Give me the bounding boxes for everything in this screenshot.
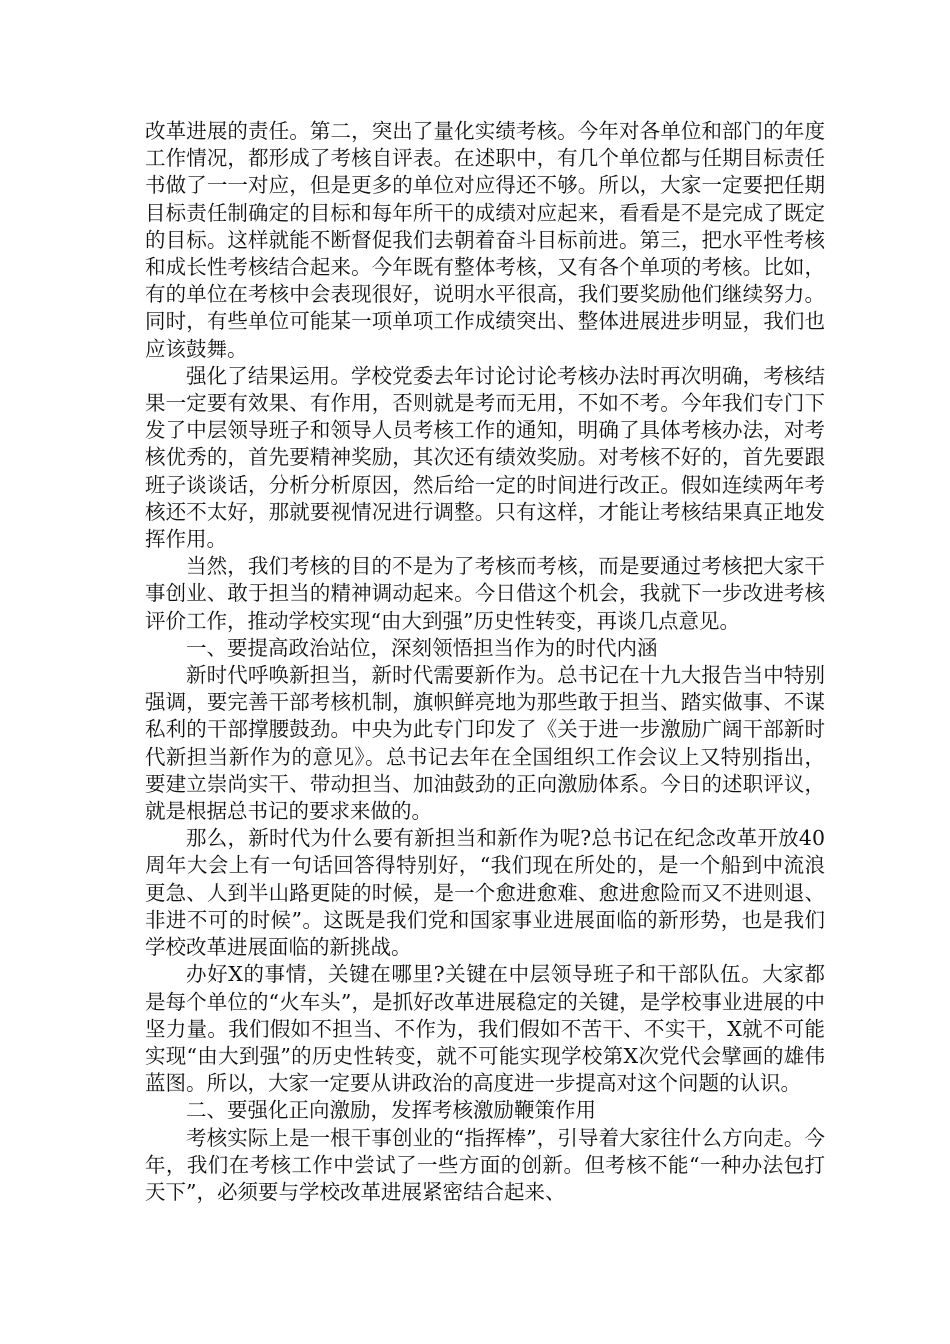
paragraph-5: 新时代呼唤新担当，新时代需要新作为。总书记在十九大报告当中特别强调，要完善干部考核机制，旗帜鲜亮地为那些敢于担当、踏实做事、不谋私利的干部撑腰鼓劲。中央为此专门印发了《关于进一步激励广阔干部新时代新担当新作为的意见》。总书记去年在全国组织工作会议上又特别指出，要建立崇尚实干、带动担当、加油鼓劲的正向激励体系。今日的述职评议，就是根据总书记的要求来做的。 [145,663,825,824]
paragraph-1: 改革进展的责任。第二，突出了量化实绩考核。今年对各单位和部门的年度工作情况，都形成了考核自评表。在述职中，有几个单位都与任期目标责任书做了一一对应，但是更多的单位对应得还不够。所以，大家一定要把任期目标责任制确定的目标和每年所干的成绩对应起来，看看是不是完成了既定的目标。这样就能不断督促我们去朝着奋斗目标前进。第三，把水平性考核和成长性考核结合起来。今年既有整体考核，又有各个单项的考核。比如，有的单位在考核中会表现很好，说明水平很高，我们要奖励他们继续努力。同时，有些单位可能某一项单项工作成绩突出、整体进展进步明显，我们也应该鼓舞。 [145,119,825,361]
paragraph-9: 考核实际上是一根干事创业的“指挥棒”，引导着大家往什么方向走。今年，我们在考核工作中尝试了一些方面的创新。但考核不能“一种办法包打天下”，必须要与学校改革进展紧密结合起来、 [145,1125,825,1204]
section-heading-2: 二、要强化正向激励，发挥考核激励鞭策作用 [186,1098,596,1123]
document-body [145,118,825,1206]
section-heading-1: 一、要提高政治站位，深刻领悟担当作为的时代内涵 [186,635,658,660]
paragraph-6: 那么，新时代为什么要有新担当和新作为呢?总书记在纪念改革开放40周年大会上有一句话回答得特别好，“我们现在所处的，是一个船到中流浪更急、人到半山路更陡的时候，是一个愈进愈难、愈进愈险而又不进则退、非进不可的时候”。这既是我们党和国家事业进展面临的新形势，也是我们学校改革进展面临的新挑战。 [145,826,825,960]
paragraph-3: 当然，我们考核的目的不是为了考核而考核，而是要通过考核把大家干事创业、敢于担当的精神调动起来。今日借这个机会，我就下一步改进考核评价工作，推动学校实现“由大到强”历史性转变，再谈几点意见。 [145,554,825,633]
paragraph-2: 强化了结果运用。学校党委去年讨论讨论考核办法时再次明确，考核结果一定要有效果、有作用，否则就是考而无用，不如不考。今年我们专门下发了中层领导班子和领导人员考核工作的通知，明确了具体考核办法，对考核优秀的，首先要精神奖励，其次还有绩效奖励。对考核不好的，首先要跟班子谈谈话，分析分析原因，然后给一定的时间进行改正。假如连续两年考核还不太好，那就要视情况进行调整。只有这样，才能让考核结果真正地发挥作用。 [145,363,825,552]
paragraph-7: 办好X的事情，关键在哪里?关键在中层领导班子和干部队伍。大家都是每个单位的“火车头”，是抓好改革进展稳定的关键，是学校事业进展的中坚力量。我们假如不担当、不作为，我们假如不苦干、不实干，X就不可能实现“由大到强”的历史性转变，就不可能实现学校第X次党代会擘画的雄伟蓝图。所以，大家一定要从讲政治的高度进一步提高对这个问题的认识。 [145,962,825,1096]
